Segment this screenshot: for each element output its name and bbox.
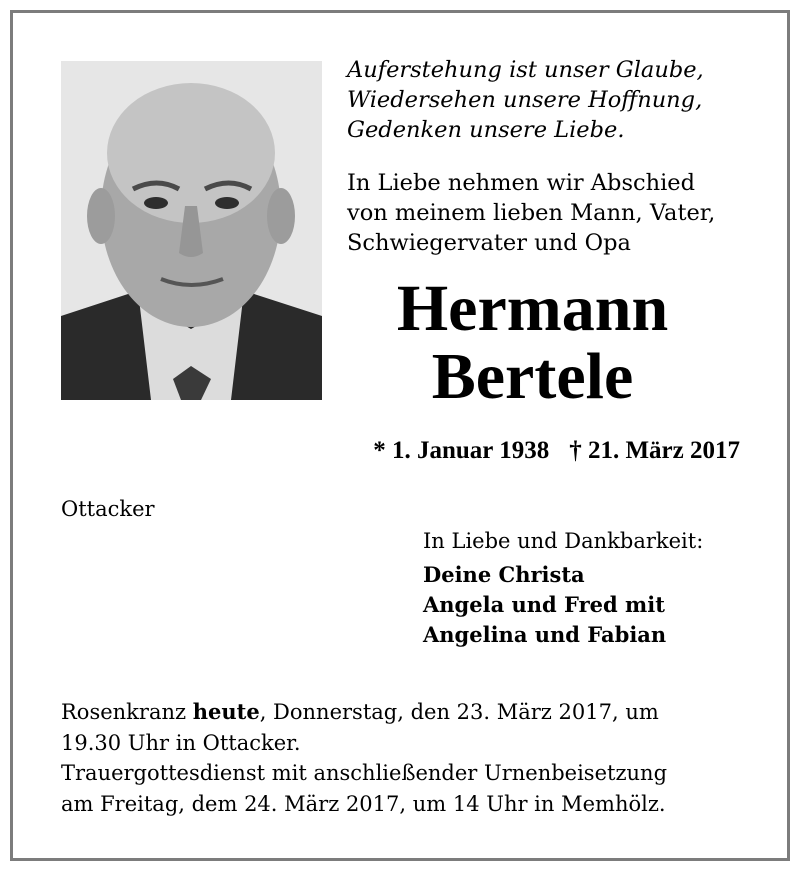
rosary-today: heute <box>192 699 260 724</box>
motto-line: Wiedersehen unsere Hoffnung, <box>347 87 703 113</box>
first-name: Hermann <box>396 272 669 345</box>
farewell-line: In Liebe nehmen wir Abschied <box>347 170 696 196</box>
mourners-heading: In Liebe und Dankbarkeit: <box>423 529 704 553</box>
motto-verse <box>347 55 767 145</box>
farewell-line: von meinem lieben Mann, Vater, <box>347 200 716 226</box>
death-date: † 21. März 2017 <box>569 437 740 464</box>
mourner-name: Deine Christa <box>423 562 585 587</box>
rosary-line <box>61 697 751 728</box>
mourners-list <box>423 560 666 650</box>
rosary-prefix: Rosenkranz <box>61 700 193 724</box>
motto-line: Auferstehung ist unser Glaube, <box>347 57 704 83</box>
last-name: Bertele <box>431 340 634 413</box>
motto-line: Gedenken unsere Liebe. <box>347 117 625 143</box>
farewell-text <box>347 168 767 258</box>
rosary-suffix: , Donnerstag, den 23. März 2017, um <box>259 700 659 724</box>
service-info <box>61 697 751 819</box>
hometown: Ottacker <box>61 497 155 521</box>
funeral-service-line: Trauergottesdienst mit anschließender Urnenbeisetzung <box>61 761 668 785</box>
funeral-date-line: am Freitag, dem 24. März 2017, um 14 Uhr in Memhölz. <box>61 791 666 816</box>
mourner-name: Angela und Fred mit <box>423 592 665 617</box>
rosary-time-line: 19.30 Uhr in Ottacker. <box>61 730 301 755</box>
portrait-photo <box>61 61 322 400</box>
birth-date: * 1. Januar 1938 <box>373 437 550 464</box>
farewell-line: Schwiegervater und Opa <box>347 230 631 256</box>
life-dates <box>300 436 740 466</box>
deceased-name <box>350 272 715 413</box>
mourner-name: Angelina und Fabian <box>423 622 667 647</box>
